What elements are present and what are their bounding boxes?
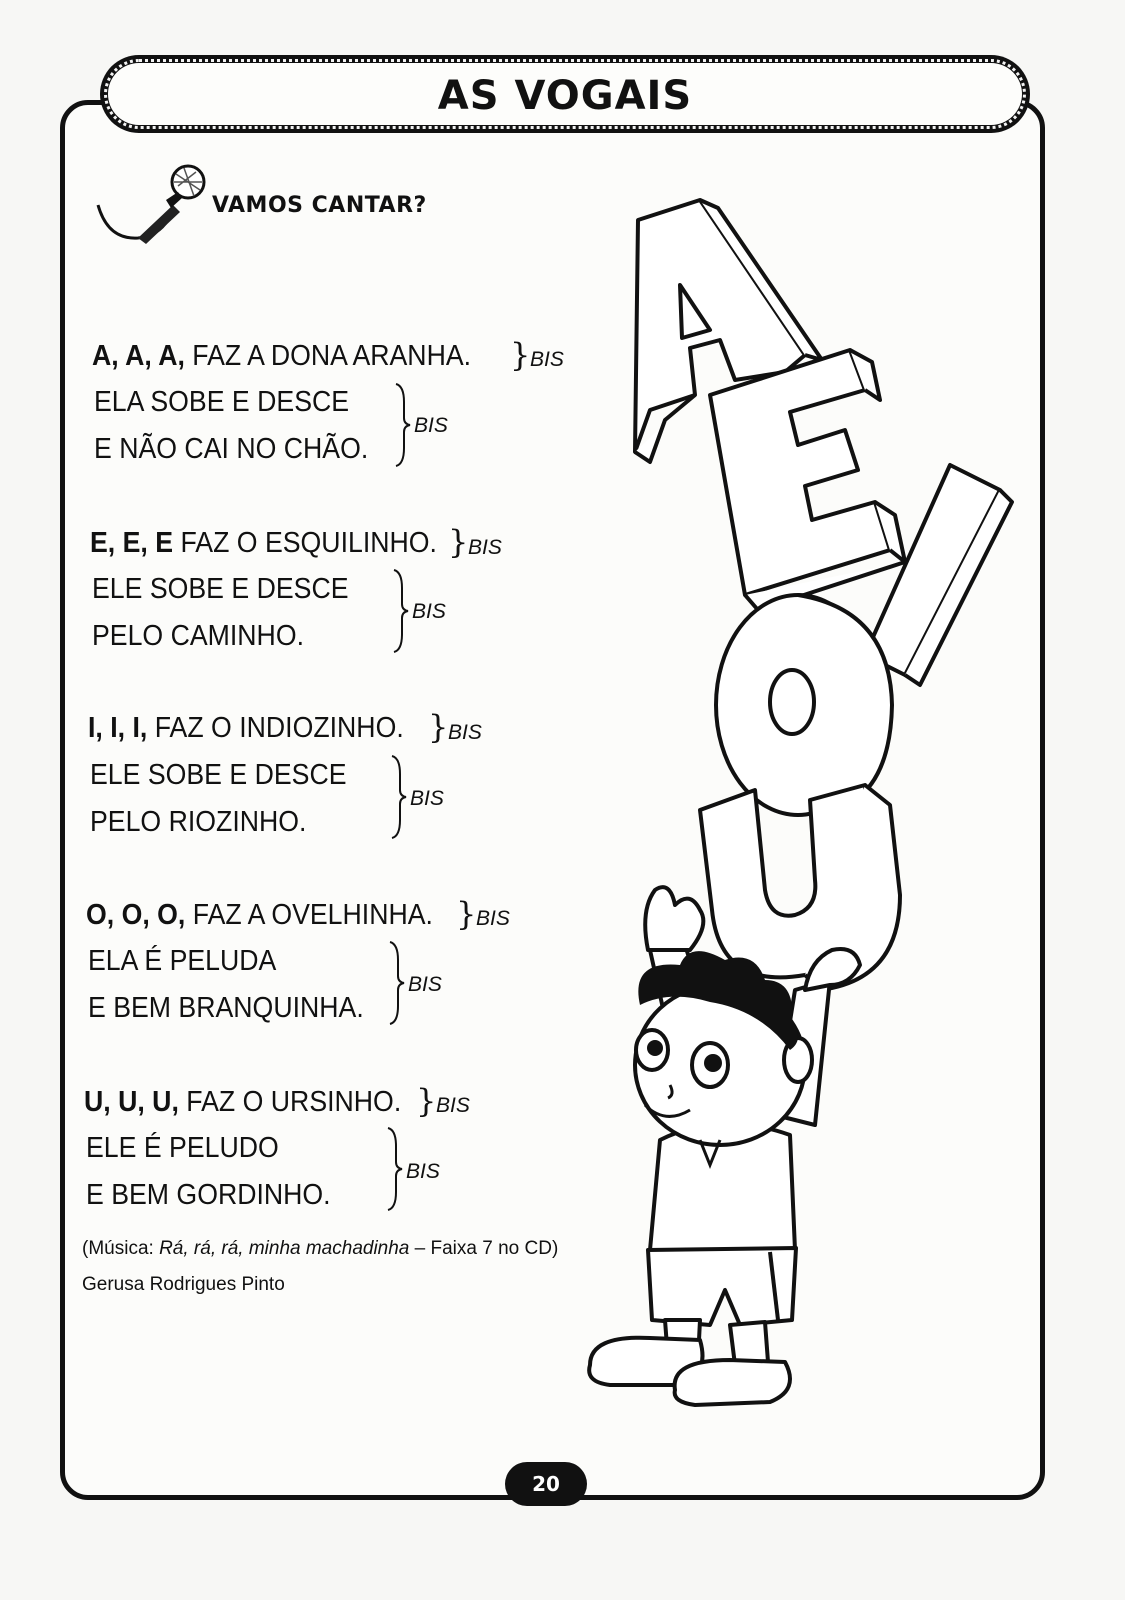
page-number-tab: [505, 1462, 587, 1506]
brace-small: }: [416, 1082, 437, 1120]
stanza-3-line-1: [88, 712, 404, 745]
bis-label: BIS: [412, 600, 446, 623]
bis-label: BIS: [448, 721, 482, 744]
brace-small: }: [448, 523, 469, 561]
stanza-1-line-3: E NÃO CAI NO CHÃO.: [94, 433, 369, 465]
stanza-5-line-2: ELE É PELUDO: [86, 1132, 279, 1164]
stanza-3-line-1-text: FAZ O INDIOZINHO.: [147, 712, 404, 744]
stanza-4-line-3: E BEM BRANQUINHA.: [88, 992, 364, 1024]
page-title: AS VOGAIS: [437, 73, 693, 119]
song-title: Rá, rá, rá, minha machadinha: [159, 1238, 410, 1259]
bis-label: BIS: [408, 973, 442, 996]
stanza-1-line-1-text: FAZ A DONA ARANHA.: [184, 340, 472, 372]
brace-large: [386, 940, 408, 1026]
stanza-4-line-1-text: FAZ A OVELHINHA.: [185, 899, 433, 931]
stanza-1-line-1: [92, 340, 471, 373]
stanza-5-line-1: [84, 1086, 401, 1119]
bis-label: BIS: [406, 1160, 440, 1183]
bis-label: BIS: [410, 787, 444, 810]
stanza-2-line-1: [90, 527, 437, 560]
page-number: 20: [532, 1472, 560, 1496]
author-credit: Gerusa Rodrigues Pinto: [82, 1274, 285, 1295]
title-banner: [100, 55, 1030, 133]
bis-label: BIS: [476, 907, 510, 930]
letter-o-illustration: [716, 595, 892, 815]
bis-label: BIS: [468, 536, 502, 559]
stanza-4-line-1: [86, 899, 433, 932]
letter-e-illustration: [710, 350, 905, 610]
vowels-boy-illustration: [560, 190, 1030, 1420]
bis-label: BIS: [436, 1094, 470, 1117]
stanza-5-line-3: E BEM GORDINHO.: [86, 1179, 331, 1211]
title-inner: [108, 63, 1022, 125]
bis-label: BIS: [530, 348, 564, 371]
stanza-4-line-2: ELA É PELUDA: [88, 945, 277, 977]
brace-large: [390, 568, 412, 654]
brace-large: [388, 754, 410, 840]
bis-label: BIS: [414, 414, 448, 437]
stanza-5-vowels: U, U, U,: [84, 1086, 179, 1118]
stanza-1-line-2: ELA SOBE E DESCE: [94, 386, 350, 418]
brace-small: }: [428, 708, 449, 746]
brace-large: [384, 1126, 406, 1212]
stanza-3-line-3: PELO RIOZINHO.: [90, 806, 307, 838]
credit-prefix: (Música:: [82, 1238, 160, 1259]
brace-small: }: [510, 336, 531, 374]
microphone-icon: [78, 160, 218, 250]
section-subtitle: VAMOS CANTAR?: [212, 193, 427, 218]
music-credit: [82, 1238, 558, 1260]
stanza-3-vowels: I, I, I,: [88, 712, 148, 744]
stanza-2-line-3: PELO CAMINHO.: [92, 620, 305, 652]
letter-i-illustration: [865, 465, 1012, 685]
stanza-3-line-2: ELE SOBE E DESCE: [90, 759, 347, 791]
stanza-2-line-1-text: FAZ O ESQUILINHO.: [173, 527, 437, 559]
stanza-1-vowels: A, A, A,: [92, 340, 185, 372]
stanza-5-line-1-text: FAZ O URSINHO.: [178, 1086, 402, 1118]
stanza-2-line-2: ELE SOBE E DESCE: [92, 573, 349, 605]
brace-large: [392, 382, 414, 468]
brace-small: }: [456, 895, 477, 933]
credit-suffix: – Faixa 7 no CD): [409, 1238, 559, 1259]
stanza-2-vowels: E, E, E: [90, 527, 174, 559]
stanza-4-vowels: O, O, O,: [86, 899, 186, 931]
